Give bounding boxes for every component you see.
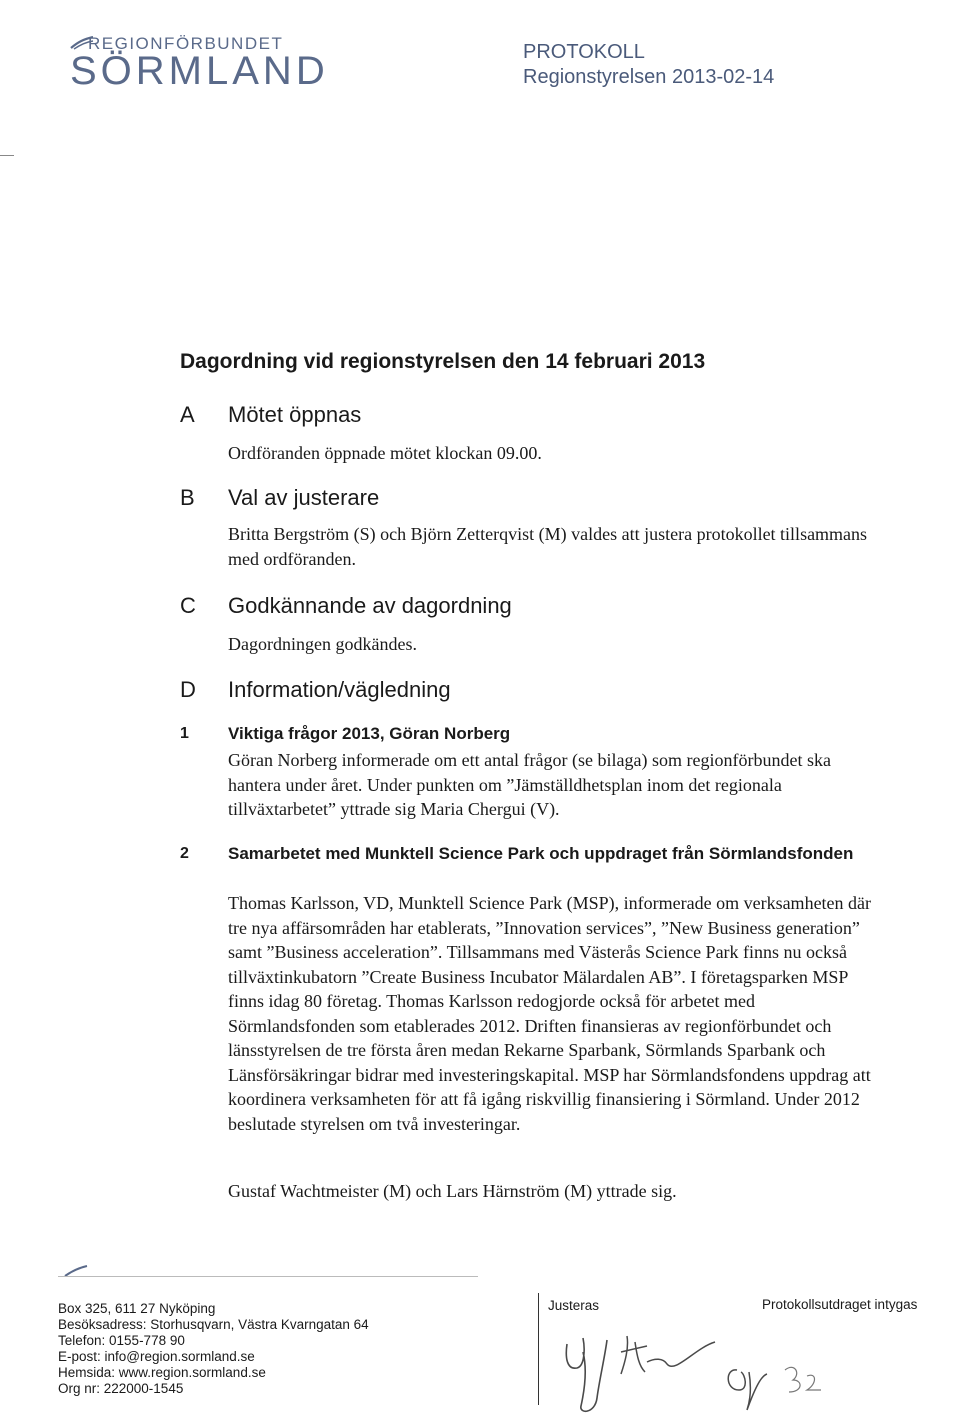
- organization-logo: [70, 34, 329, 91]
- logo-main-text: SÖRMLAND: [70, 49, 329, 93]
- document-header: [523, 40, 774, 90]
- address-line: Besöksadress: Storhusqvarn, Västra Kvarngatan 64: [58, 1317, 369, 1332]
- address-line: E-post: info@region.sormland.se: [58, 1349, 255, 1364]
- address-line: Hemsida: www.region.sormland.se: [58, 1365, 266, 1380]
- item-title-a: Mötet öppnas: [228, 402, 362, 427]
- footer-address: [58, 1301, 369, 1397]
- document-subtitle: Regionstyrelsen 2013-02-14: [523, 66, 775, 88]
- item-title-b: Val av justerare: [228, 485, 380, 510]
- justeras-label: Justeras: [548, 1298, 600, 1313]
- item-letter-d: D: [180, 677, 196, 702]
- address-line: Box 325, 611 27 Nyköping: [58, 1301, 216, 1316]
- footer-divider: [58, 1276, 478, 1277]
- fold-mark: [0, 155, 14, 156]
- item-letter-b: B: [180, 485, 195, 510]
- subitem-title-2: Samarbetet med Munktell Science Park och uppdraget från Sörmlandsfonden: [228, 844, 854, 863]
- logo-top-text: REGIONFÖRBUNDET: [88, 34, 284, 53]
- item-text-b: Britta Bergström (S) och Björn Zetterqvist (M) valdes att justera protokollet tillsammans med ordföranden.: [228, 524, 868, 569]
- address-line: Telefon: 0155-778 90: [58, 1333, 185, 1348]
- intygas-label: Protokollsutdraget intygas: [762, 1297, 918, 1312]
- signature-divider: [538, 1293, 539, 1405]
- item-letter-a: A: [180, 402, 195, 427]
- subitem-title-1: Viktiga frågor 2013, Göran Norberg: [228, 724, 511, 743]
- item-letter-c: C: [180, 593, 196, 618]
- item-title-d: Information/vägledning: [228, 677, 451, 702]
- address-line: Org nr: 222000-1545: [58, 1381, 184, 1396]
- agenda-title: Dagordning vid regionstyrelsen den 14 februari 2013: [180, 350, 706, 373]
- subitem-text-1: Göran Norberg informerade om ett antal frågor (se bilaga) som regionförbundet ska hantera under året. Under punkten om ”Jämställdhetsplan inom det regionala tillväxtarbetet” yttrade sig Maria Chergui (V).: [228, 750, 831, 819]
- subitem-text-2: Thomas Karlsson, VD, Munktell Science Park (MSP), informerade om verksamheten där tre nya affärsområden har etablerats, ”Innovation services”, ”New Business generation” samt ”Business acceleration”. Tillsammans med Västerås Science Park finns nu också tillväxtinkubatorn ”Create Business Incubator Mälardalen AB”. I företagsparken MSP finns idag 80 företag. Thomas Karlsson redogjorde också för arbetet med Sörmlandsfonden som etablerades 2012. Driften finansieras av regionförbundet och länsstyrelsen de tre första åren medan Rekarne Sparbank, Sörmlands Sparbank och Länsförsäkringar bidrar med investeringskapital. MSP har Sörmlandsfondens uppdrag att koordinera verksamheten för att få igång riskvillig finansiering i Sörmland. Under 2012 beslutade styrelsen om två investeringar.: [228, 893, 872, 1134]
- subitem-number-2: 2: [180, 845, 189, 862]
- subitem-text-2b: Gustaf Wachtmeister (M) och Lars Härnström (M) yttrade sig.: [228, 1181, 677, 1201]
- item-text-a: Ordföranden öppnade mötet klockan 09.00.: [228, 443, 542, 463]
- item-text-c: Dagordningen godkändes.: [228, 634, 417, 654]
- item-title-c: Godkännande av dagordning: [228, 593, 512, 618]
- handwritten-signatures: [555, 1318, 825, 1418]
- subitem-number-1: 1: [180, 725, 189, 742]
- document-type: PROTOKOLL: [523, 41, 645, 63]
